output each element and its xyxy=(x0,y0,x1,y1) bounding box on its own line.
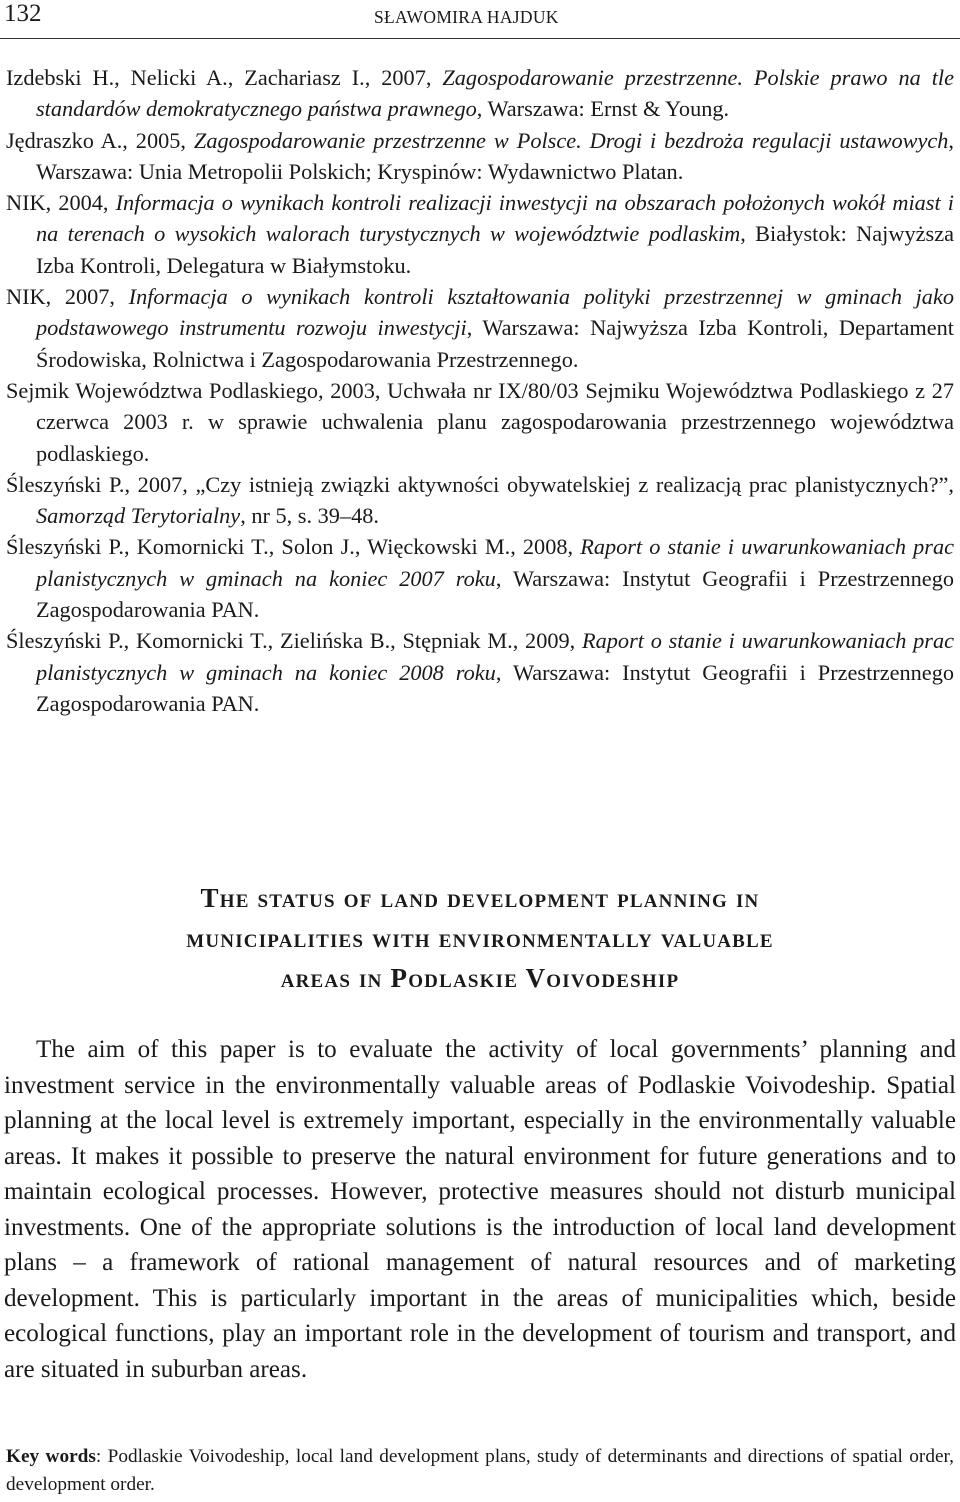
reference-title: Raport o stanie i uwarunkowaniach prac planistycznych w gminach na koniec 2007 roku xyxy=(36,534,954,591)
reference-text: Sejmik Województwa Podlaskiego, 2003, Uchwała nr IX/80/03 Sejmiku Województwa Podlaskiego z 27 czerwca 2003 r. w sprawie uchwalenia planu zagospodarowania przestrzennego województwa podlaskiego. xyxy=(6,377,954,466)
reference-text: , Warszawa: Najwyższa Izba Kontroli, Departament Środowiska, Rolnictwa i Zagospodarowania Przestrzennego. xyxy=(36,315,954,372)
reference-entry xyxy=(6,281,954,375)
reference-entry xyxy=(6,125,954,188)
reference-entry xyxy=(6,62,954,125)
reference-text: Izdebski H., Nelicki A., Zachariasz I., 2007, xyxy=(6,65,443,90)
reference-entry xyxy=(6,375,954,469)
reference-text: NIK, 2004, xyxy=(6,190,116,216)
reference-text: , Warszawa: Instytut Geografii i Przestrzennego Zagospodarowania PAN. xyxy=(36,565,954,623)
reference-title: Informacja o wynikach kontroli kształtowania polityki przestrzennej w gminach jako podstawowego instrumentu rozwoju inwestycji xyxy=(36,284,954,341)
running-head: SŁAWOMIRA HAJDUK xyxy=(374,7,559,27)
keywords-label: Key words xyxy=(6,1446,96,1467)
reference-title: Raport o stanie i uwarunkowaniach prac planistycznych w gminach na koniec 2008 roku xyxy=(36,628,954,685)
reference-text: , Warszawa: Ernst & Young. xyxy=(476,96,730,122)
reference-list xyxy=(6,62,954,719)
reference-text: Śleszyński P., Komornicki T., Zielińska B., Stępniak M., 2009, xyxy=(6,628,582,654)
page-number: 132 xyxy=(4,0,42,27)
keywords xyxy=(6,1443,954,1499)
reference-title: Informacja o wynikach kontroli realizacji inwestycji na obszarach położonych wokół miast i na terenach o wysokich walorach turystycznych w województwie podlaskim xyxy=(36,190,954,247)
reference-text: , Białystok: Najwyższa Izba Kontroli, Delegatura w Białymstoku. xyxy=(36,221,954,278)
reference-text: NIK, 2007, xyxy=(6,284,129,310)
reference-title: Samorząd Terytorialny xyxy=(36,503,241,529)
article-title xyxy=(0,878,960,998)
page-header xyxy=(0,0,960,40)
reference-text: , nr 5, s. 39–48. xyxy=(240,503,379,529)
reference-text: , Warszawa: Unia Metropolii Polskich; Kryspinów: Wydawnictwo Platan. xyxy=(36,127,954,184)
reference-text: Śleszyński P., Komornicki T., Solon J., Więckowski M., 2008, xyxy=(6,534,581,560)
abstract-paragraph: The aim of this paper is to evaluate the activity of local governments’ planning and investment service in the environmentally valuable areas of Podlaskie Voivodeship. Spatial planning at the local level is extremely important, especially in the environmentally valuable areas. It makes it possible to preserve the natural environment for future generations and to maintain ecological processes. However, protective measures should not disturb municipal investments. One of the appropriate solutions is the introduction of local land development plans – a framework of rational management of natural resources and of marketing development. This is particularly important in the areas of municipalities which, beside ecological functions, play an important role in the development of tourism and transport, and are situated in suburban areas. xyxy=(4,1036,956,1383)
reference-text: Jędraszko A., 2005, xyxy=(6,127,194,153)
reference-entry xyxy=(6,187,954,281)
reference-title: Zagospodarowanie przestrzenne. Polskie prawo na tle standardów demokratycznego państwa prawnego xyxy=(36,65,954,122)
reference-entry xyxy=(6,625,954,719)
reference-entry xyxy=(6,469,954,532)
title-line: areas in Podlaskie Voivodeship xyxy=(280,963,680,993)
reference-entry xyxy=(6,531,954,625)
title-line: The status of land development planning in xyxy=(200,883,760,913)
keywords-text: : Podlaskie Voivodeship, local land development plans, study of determinants and directions of spatial order, development order. xyxy=(6,1446,954,1495)
header-rule xyxy=(0,38,960,39)
reference-title: Zagospodarowanie przestrzenne w Polsce. Drogi i bezdroża regulacji ustawowych xyxy=(193,127,949,153)
title-line: municipalities with environmentally valuable xyxy=(186,923,774,953)
reference-text: Śleszyński P., 2007, „Czy istnieją związki aktywności obywatelskiej z realizacją prac planistycznych?”, xyxy=(6,471,954,497)
reference-text: , Warszawa: Instytut Geografii i Przestrzennego Zagospodarowania PAN. xyxy=(36,659,954,716)
